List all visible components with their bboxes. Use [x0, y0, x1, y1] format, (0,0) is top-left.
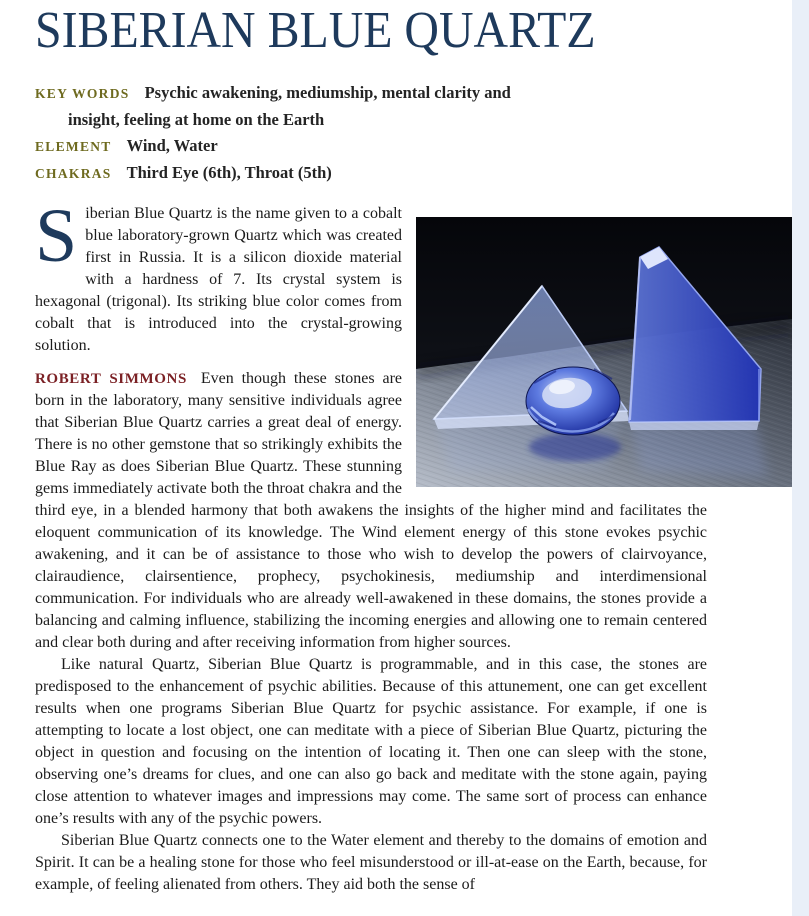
paragraph-text: Like natural Quartz, Siberian Blue Quartz is programmable, and in this case, the stones are predisposed to the enhancement of psychic abilities. Because of this attunement, one can get excellent results when one programs Siberian Blue Quartz for psychic assistance. For example, if one is attempting to locate a lost object, one can meditate with a piece of Siberian Blue Quartz, picturing the object in question and focusing on the intention of locating it. Then one can sleep with the stone, observing one’s dreams for clues, and one can also go back and meditate with the stone again, paying close attention to whatever images and impressions may come. The same sort of process can enhance one’s results with any of the psychic powers. [35, 656, 707, 827]
attribute-value: Third Eye (6th), Throat (5th) [126, 163, 332, 182]
attributes-block [35, 80, 520, 187]
intro-paragraph [35, 194, 707, 357]
page-edge-strip [792, 0, 809, 916]
crystal-photo [416, 217, 792, 487]
faceted-gem [526, 367, 620, 435]
simmons-text: Even though these stones are born in the laboratory, many sensitive individuals agree that Siberian Blue Quartz carries a great deal of energy. There is no other gemstone that so strikingly exhibits the Blue Ray as does Siberian Blue Quartz. These stunning gems immediately activate both the throat chakra and the third eye, in a blended harmony that both awakens the insights of the higher mind and facilitates the eloquent communication of its knowledge. The Wind element energy of this stone evokes psychic awakening, and it can be of assistance to those who wish to develop the powers of clairvoyance, clairaudience, clairsentience, prophecy, psychokinesis, mediumship and interdimensional communication. For individuals who are already well-awakened in these domains, the stones provide a balancing and calming influence, stabilizing the incoming energies and allowing one to remain centered and clear both during and after receiving information from higher sources. [35, 370, 707, 651]
attribute-label: ELEMENT [35, 139, 112, 154]
gem-reflection [529, 433, 621, 461]
attribute-row-keywords [35, 80, 520, 133]
page-content [35, 0, 707, 896]
body-paragraph-2 [35, 830, 707, 896]
paragraph-text: Siberian Blue Quartz connects one to the Water element and thereby to the domains of emotion and Spirit. It can be a healing stone for those who feel misunderstood or ill-at-ease on the Earth, because, for example, of feeling alienated from others. They aid both the sense of [35, 832, 707, 893]
body-text [35, 194, 707, 896]
author-label: ROBERT SIMMONS [35, 371, 187, 387]
page-title-text: SIBERIAN BLUE QUARTZ [35, 2, 596, 59]
attribute-value: Psychic awakening, mediumship, mental clarity and insight, feeling at home on the Earth [68, 83, 511, 129]
attribute-label: CHAKRAS [35, 166, 112, 181]
body-paragraph-1 [35, 654, 707, 830]
attribute-row-element [35, 133, 520, 160]
crystal-photo-illustration [416, 217, 792, 487]
attribute-label: KEY WORDS [35, 86, 130, 101]
attribute-value: Wind, Water [126, 136, 218, 155]
page-title [35, 2, 707, 60]
intro-text: iberian Blue Quartz is the name given to a cobalt blue laboratory-grown Quartz which was created first in Russia. It is a silicon dioxide material with a hardness of 7. Its crystal system is hexagonal (trigonal). Its striking blue color comes from cobalt that is introduced into the crystal-growing solution. [35, 205, 402, 354]
attribute-row-chakras [35, 160, 520, 187]
drop-cap: S [35, 194, 78, 278]
right-slab-reflection [630, 422, 768, 477]
